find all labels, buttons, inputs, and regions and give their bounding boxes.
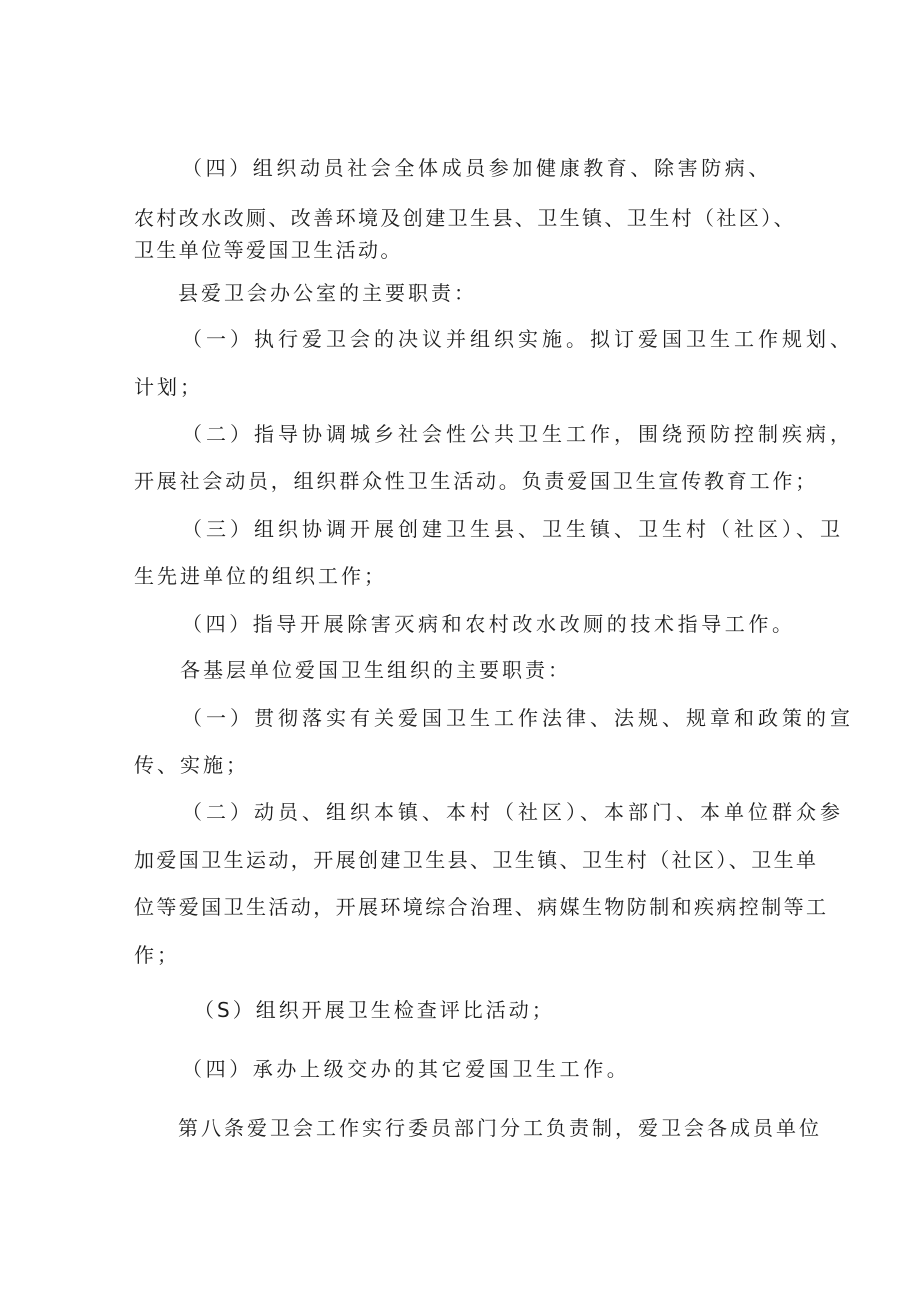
text-line: 卫生单位等爱国卫生活动。: [134, 238, 403, 262]
text-line: 传、实施；: [134, 753, 249, 777]
text-line: （三）组织协调开展创建卫生县、卫生镇、卫生村（社区）、卫: [182, 517, 844, 541]
text-line: （四）承办上级交办的其它爱国卫生工作。: [182, 1057, 631, 1081]
text-line: （一）贯彻落实有关爱国卫生工作法律、法规、规章和政策的宣: [182, 706, 854, 730]
text-line: 作；: [134, 943, 180, 967]
text-line: （S）组织开展卫生检查评比活动；: [194, 998, 555, 1022]
text-line: 县爱卫会办公室的主要职责：: [178, 281, 477, 305]
text-line: （二）动员、组织本镇、本村（社区）、本部门、本单位群众参: [182, 800, 844, 824]
text-line: 生先进单位的组织工作；: [134, 564, 387, 588]
text-line: 计划；: [134, 375, 203, 399]
text-line: （二）指导协调城乡社会性公共卫生工作，围绕预防控制疾病，: [182, 422, 854, 446]
text-line: 第八条爱卫会工作实行委员部门分工负责制，爱卫会各成员单位: [178, 1116, 822, 1140]
text-line: 位等爱国卫生活动，开展环境综合治理、病媒生物防制和疾病控制等工: [134, 895, 829, 919]
text-line: 农村改水改厕、改善环境及创建卫生县、卫生镇、卫生村（社区）、: [134, 206, 796, 230]
text-line: 各基层单位爱国卫生组织的主要职责：: [180, 658, 571, 682]
text-line: （一）执行爱卫会的决议并组织实施。拟订爱国卫生工作规划、: [182, 327, 854, 351]
text-line: 加爱国卫生运动，开展创建卫生县、卫生镇、卫生村（社区）、卫生单: [134, 848, 819, 872]
text-line: （四）组织动员社会全体成员参加健康教育、除害防病、: [182, 156, 772, 180]
text-line: 开展社会动员，组织群众性卫生活动。负责爱国卫生宣传教育工作；: [134, 469, 818, 493]
text-line: （四）指导开展除害灭病和农村改水改厕的技术指导工作。: [182, 612, 796, 636]
